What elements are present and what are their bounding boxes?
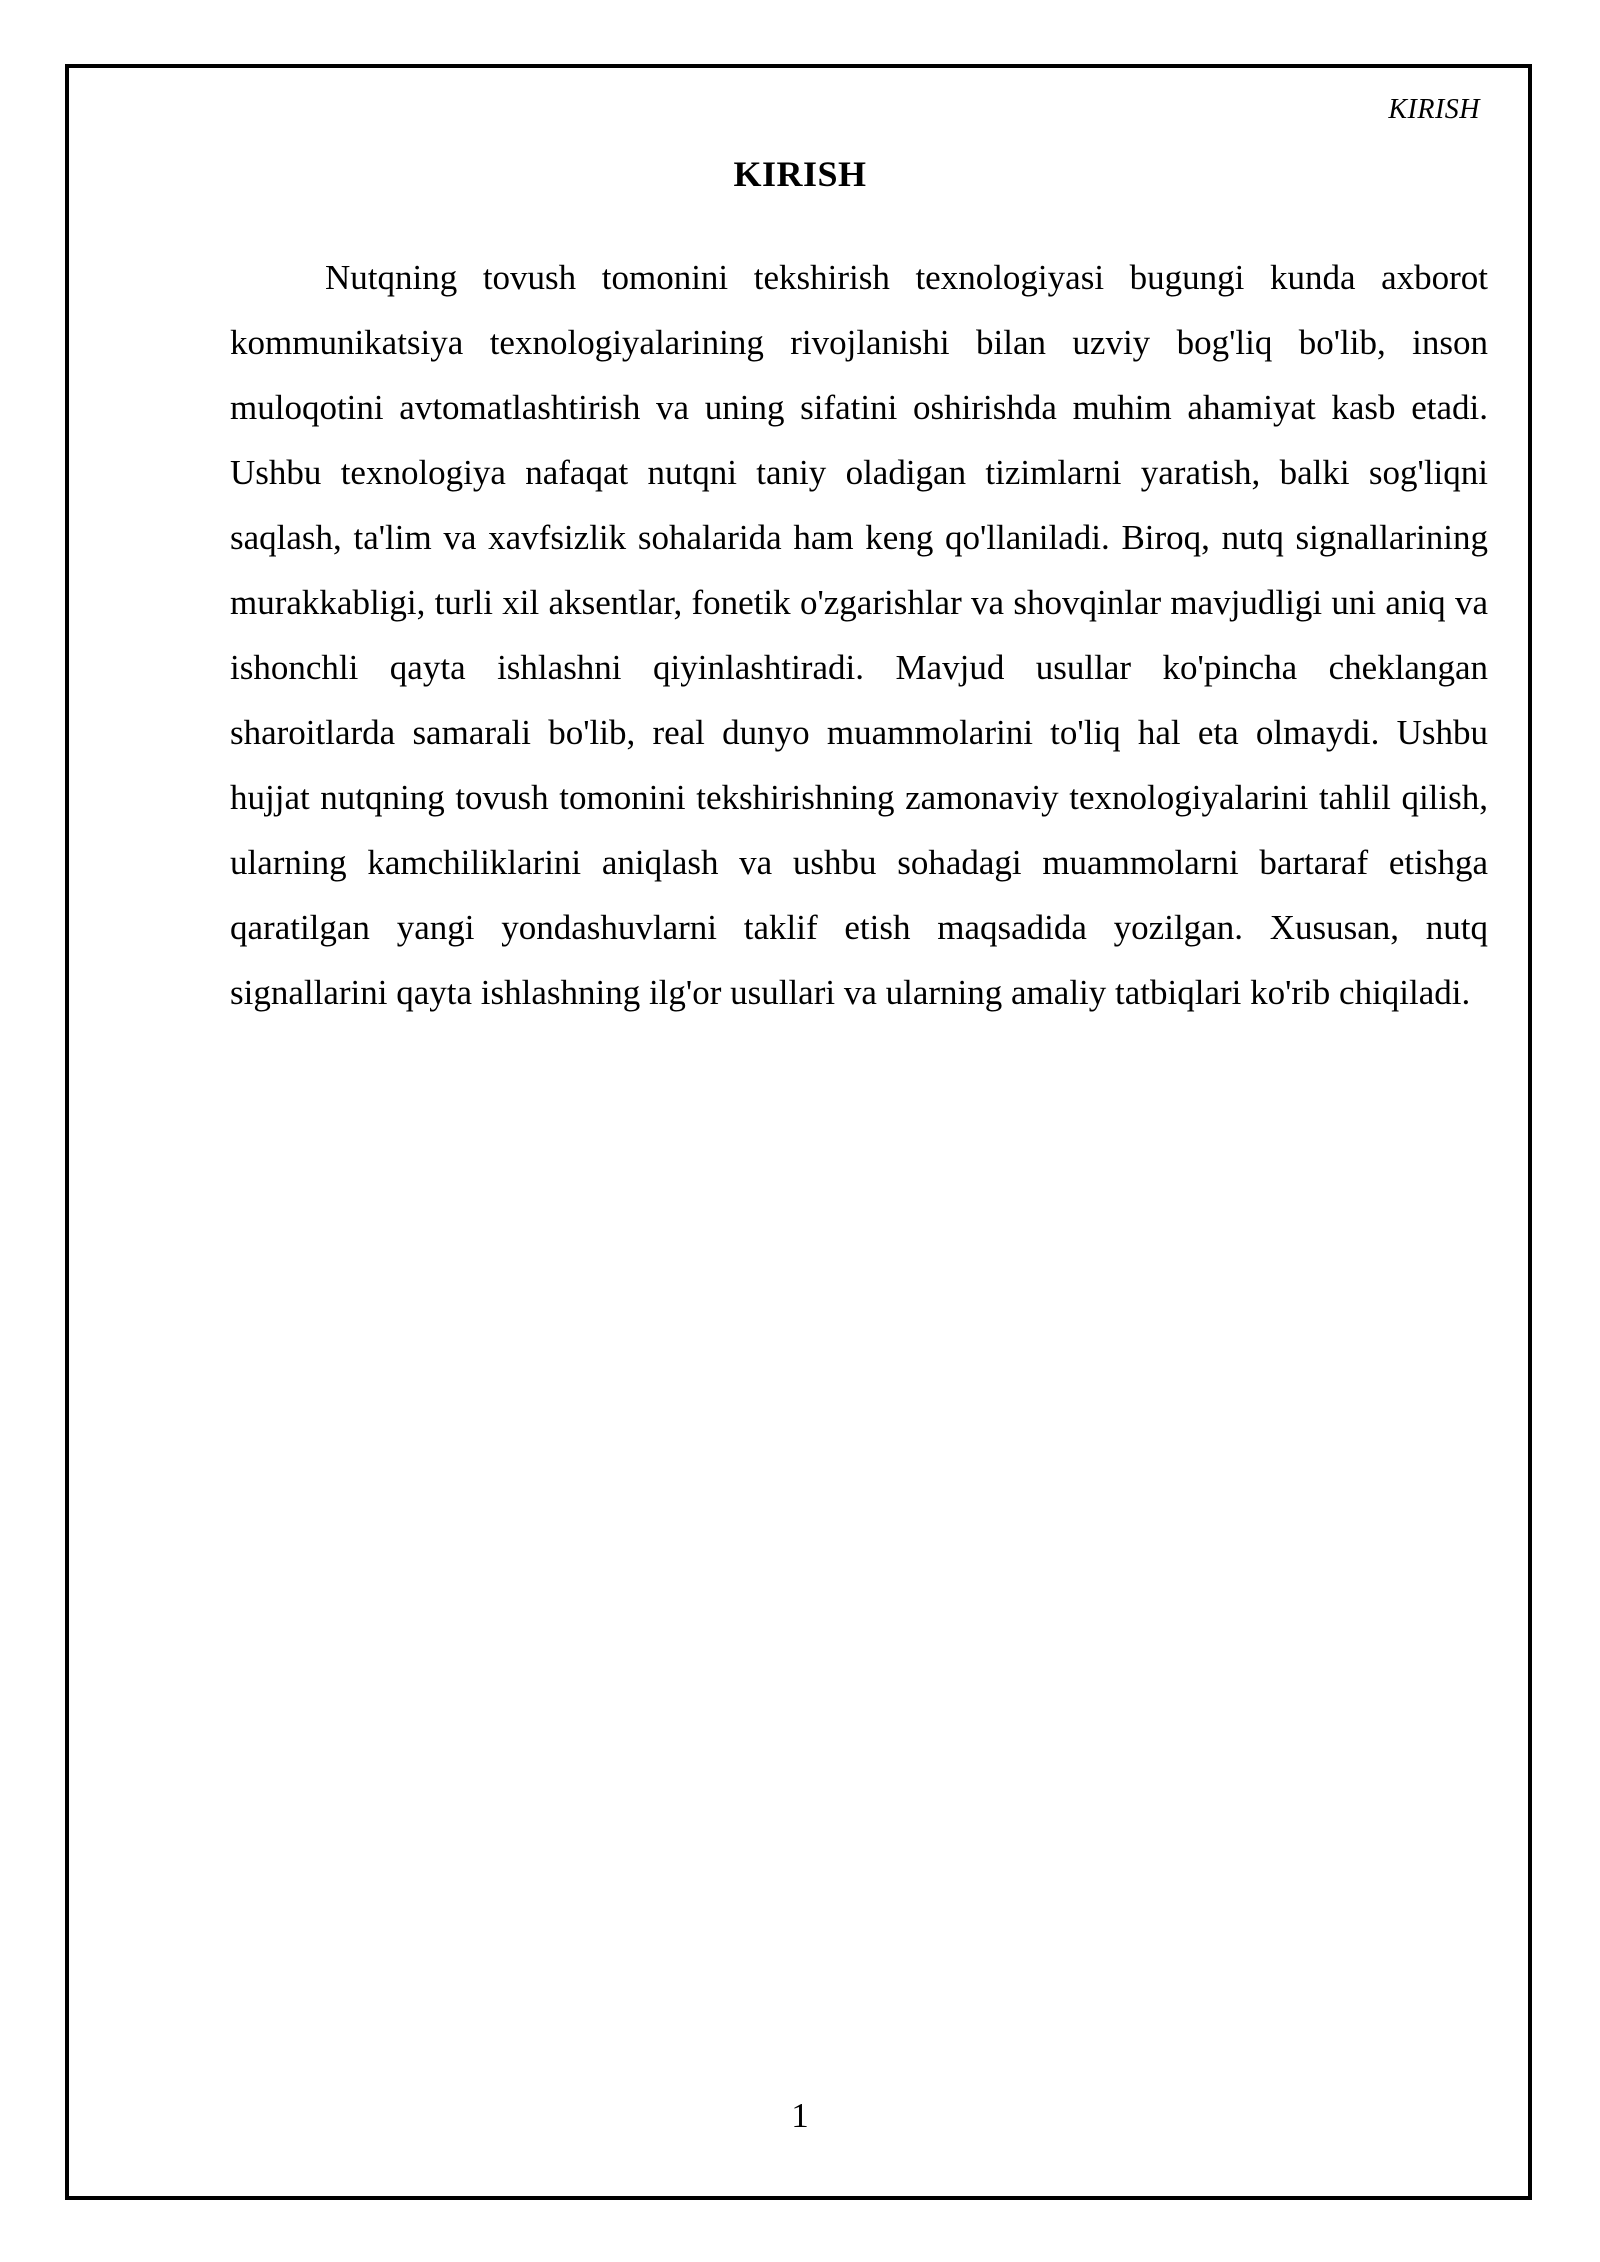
- body-paragraph: Nutqning tovush tomonini tekshirish texnologiyasi bugungi kunda axborot kommunikatsiya texnologiyalarining rivojlanishi bilan uzviy bog'liq bo'lib, inson muloqotini avtomatlashtirish va uning sifatini oshirishda muhim ahamiyat kasb etadi. Ushbu texnologiya nafaqat nutqni taniy oladigan tizimlarni yaratish, balki sog'liqni saqlash, ta'lim va xavfsizlik sohalarida ham keng qo'llaniladi. Biroq, nutq signallarining murakkabligi, turli xil aksentlar, fonetik o'zgarishlar va shovqinlar mavjudligi uni aniq va ishonchli qayta ishlashni qiyinlashtiradi. Mavjud usullar ko'pincha cheklangan sharoitlarda samarali bo'lib, real dunyo muammolarini to'liq hal eta olmaydi. Ushbu hujjat nutqning tovush tomonini tekshirishning zamonaviy texnologiyalarini tahlil qilish, ularning kamchiliklarini aniqlash va ushbu sohadagi muammolarni bartaraf etishga qaratilgan yangi yondashuvlarni taklif etish maqsadida yozilgan. Xususan, nutq signallarini qayta ishlashning ilg'or usullari va ularning amaliy tatbiqlari ko'rib chiqiladi.: [230, 258, 1488, 1012]
- running-header: KIRISH: [1388, 94, 1480, 125]
- page-number: 1: [791, 2096, 809, 2135]
- page-title: KIRISH: [733, 154, 867, 194]
